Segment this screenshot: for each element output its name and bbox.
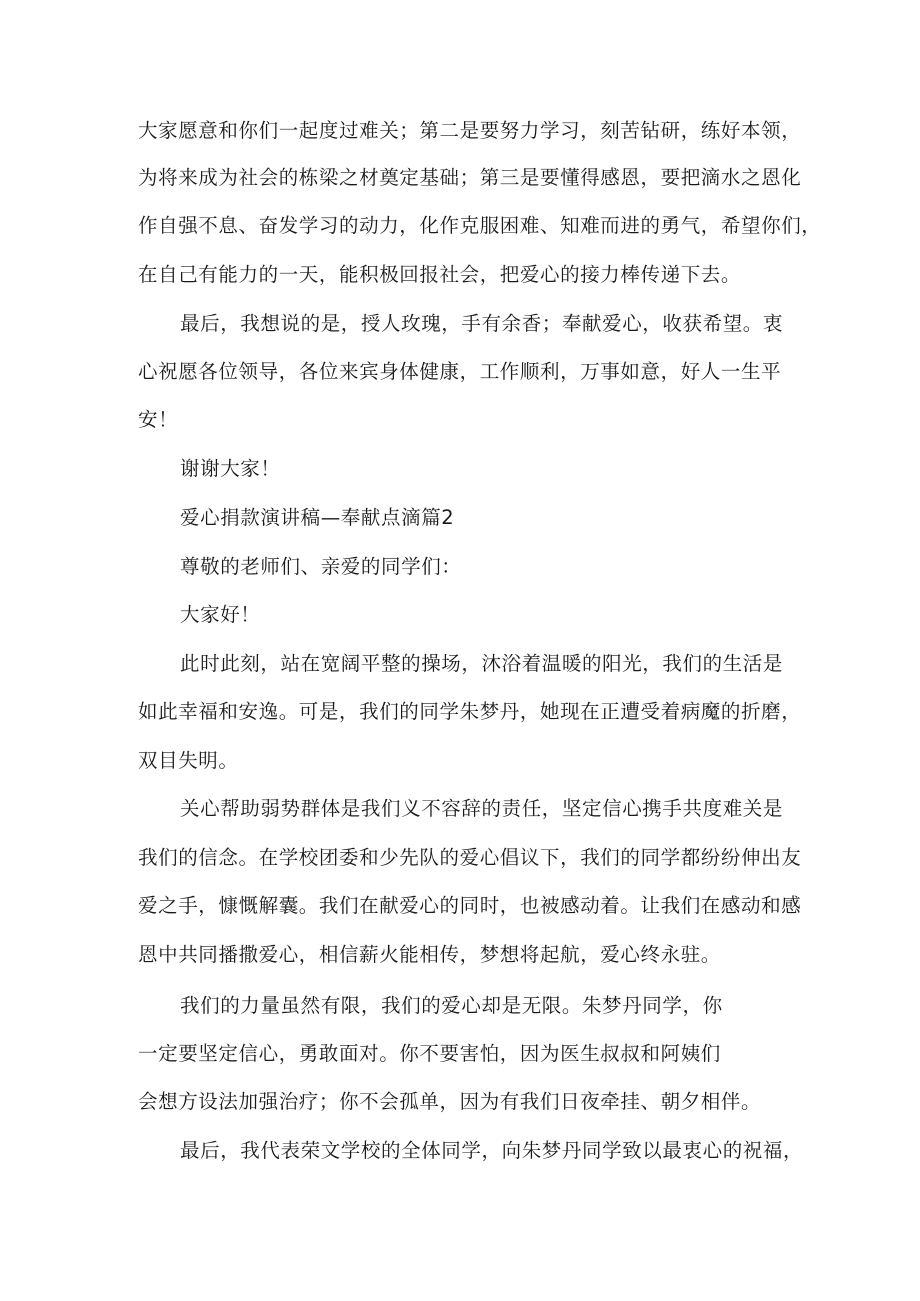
text-line: 我们的力量虽然有限，我们的爱心却是无限。朱梦丹同学，你 bbox=[180, 994, 723, 1017]
text-line: 此时此刻，站在宽阔平整的操场，沐浴着温暖的阳光，我们的生活是 bbox=[180, 652, 784, 675]
text-line: 最后，我想说的是，授人玫瑰，手有余香；奉献爱心，收获希望。衷 bbox=[180, 312, 784, 335]
section-title: 爱心捐款演讲稿—奉献点滴篇2 bbox=[180, 506, 455, 529]
text-line: 在自己有能力的一天，能积极回报社会，把爱心的接力棒传递下去。 bbox=[138, 263, 742, 286]
text-line: 为将来成为社会的栋梁之材奠定基础；第三是要懂得感恩，要把滴水之恩化 bbox=[138, 166, 802, 189]
text-line: 爱之手，慷慨解囊。我们在献爱心的同时，也被感动着。让我们在感动和感 bbox=[138, 894, 802, 917]
text-line: 恩中共同播撒爱心，相信薪火能相传，梦想将起航，爱心终永驻。 bbox=[138, 943, 721, 966]
text-line: 双目失明。 bbox=[138, 749, 239, 772]
text-line: 如此幸福和安逸。可是，我们的同学朱梦丹，她现在正遭受着病魔的折磨， bbox=[138, 700, 802, 723]
text-line: 关心帮助弱势群体是我们义不容辞的责任，坚定信心携手共度难关是 bbox=[180, 797, 784, 820]
text-line: 安！ bbox=[138, 408, 179, 431]
text-line: 谢谢大家！ bbox=[180, 457, 281, 480]
text-line: 大家愿意和你们一起度过难关；第二是要努力学习，刻苦钻研，练好本领， bbox=[138, 119, 802, 142]
text-line: 心祝愿各位领导，各位来宾身体健康，工作顺利，万事如意，好人一生平 bbox=[138, 360, 782, 383]
greeting: 大家好！ bbox=[180, 603, 261, 626]
text-line: 会想方设法加强治疗；你不会孤单，因为有我们日夜牵挂、朝夕相伴。 bbox=[138, 1090, 762, 1113]
text-line: 最后，我代表荣文学校的全体同学，向朱梦丹同学致以最衷心的祝福， bbox=[180, 1139, 804, 1162]
text-line: 我们的信念。在学校团委和少先队的爱心倡议下，我们的同学都纷纷伸出友 bbox=[138, 846, 802, 869]
salutation: 尊敬的老师们、亲爱的同学们： bbox=[180, 555, 462, 578]
text-line: 作自强不息、奋发学习的动力，化作克服困难、知难而进的勇气，希望你们， bbox=[138, 214, 822, 237]
text-line: 一定要坚定信心，勇敢面对。你不要害怕，因为医生叔叔和阿姨们 bbox=[138, 1042, 721, 1065]
